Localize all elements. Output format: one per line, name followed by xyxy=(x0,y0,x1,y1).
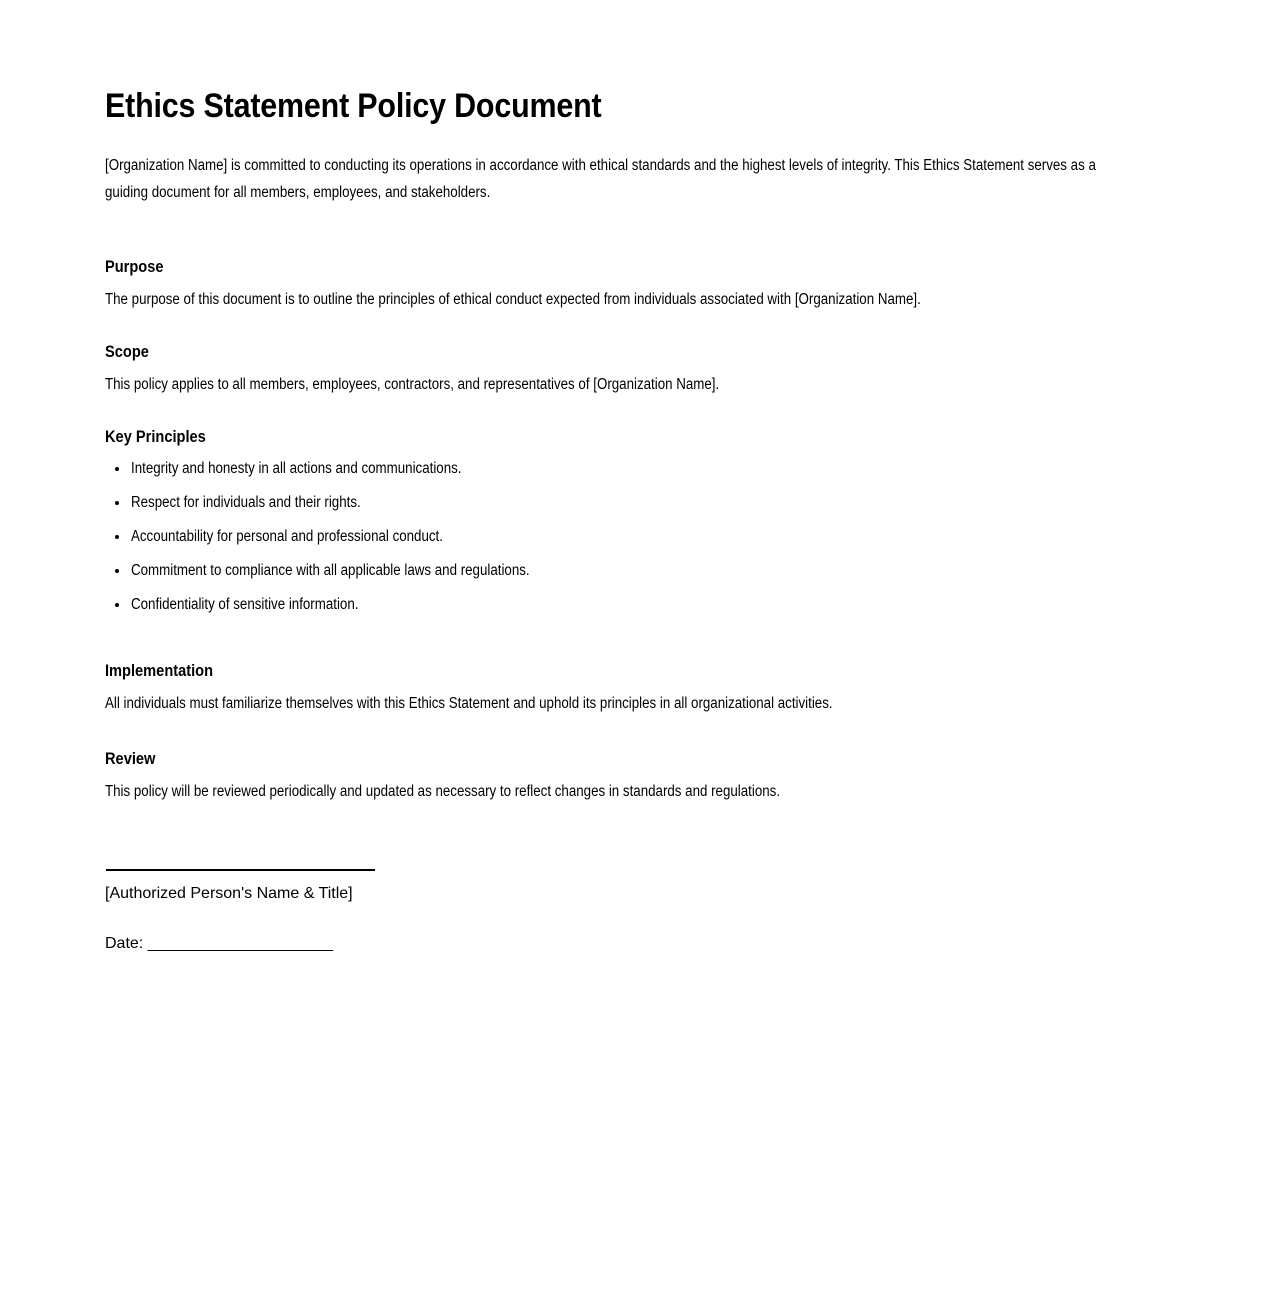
list-item: Accountability for personal and professional conduct. xyxy=(105,526,1135,560)
page-title-text: Ethics Statement Policy Document xyxy=(105,87,602,125)
bullet-icon xyxy=(115,535,119,539)
section-body-implementation: All individuals must familiarize themselves with this Ethics Statement and uphold its principles in all organizational activities. xyxy=(105,694,833,712)
section-heading-key-principles: Key Principles xyxy=(105,426,206,446)
section-heading-purpose: Purpose xyxy=(105,256,164,276)
page-title xyxy=(105,86,1135,126)
section-body-purpose: The purpose of this document is to outline the principles of ethical conduct expected from individuals associated with [Organization Name]. xyxy=(105,290,921,308)
section-body-scope: This policy applies to all members, employees, contractors, and representatives of [Organization Name]. xyxy=(105,375,720,393)
date-label: Date: xyxy=(105,934,148,952)
date-blank: ______________________ xyxy=(147,934,333,952)
bullet-icon xyxy=(115,467,119,471)
list-item: Confidentiality of sensitive information. xyxy=(105,594,1135,628)
section-heading-review: Review xyxy=(105,748,156,768)
key-principles-list xyxy=(105,448,1135,628)
signature-block xyxy=(105,805,1135,956)
section-heading-scope: Scope xyxy=(105,341,149,361)
intro-paragraph-text: [Organization Name] is committed to conducting its operations in accordance with ethical standards and the highest levels of integrity. This Ethics Statement serves as a guiding document for all members, employees, and stakeholders. xyxy=(105,157,1096,201)
section-scope xyxy=(105,341,1135,398)
section-key-principles xyxy=(105,426,1135,628)
section-body-review: This policy will be reviewed periodically and updated as necessary to reflect changes in standards and regulations. xyxy=(105,782,781,800)
section-implementation xyxy=(105,660,1135,717)
bullet-icon xyxy=(115,569,119,573)
bullet-icon xyxy=(115,501,119,505)
date-row xyxy=(105,906,1135,956)
intro-paragraph xyxy=(105,152,1135,206)
section-review xyxy=(105,748,1135,805)
section-purpose xyxy=(105,256,1135,313)
list-item: Commitment to compliance with all applicable laws and regulations. xyxy=(105,560,1135,594)
signature-name-title: [Authorized Person's Name & Title] xyxy=(105,884,353,902)
list-item: Integrity and honesty in all actions and communications. xyxy=(105,458,1135,492)
document-content xyxy=(105,86,1135,956)
section-heading-implementation: Implementation xyxy=(105,660,214,680)
bullet-icon xyxy=(115,603,119,607)
list-item: Respect for individuals and their rights. xyxy=(105,492,1135,526)
